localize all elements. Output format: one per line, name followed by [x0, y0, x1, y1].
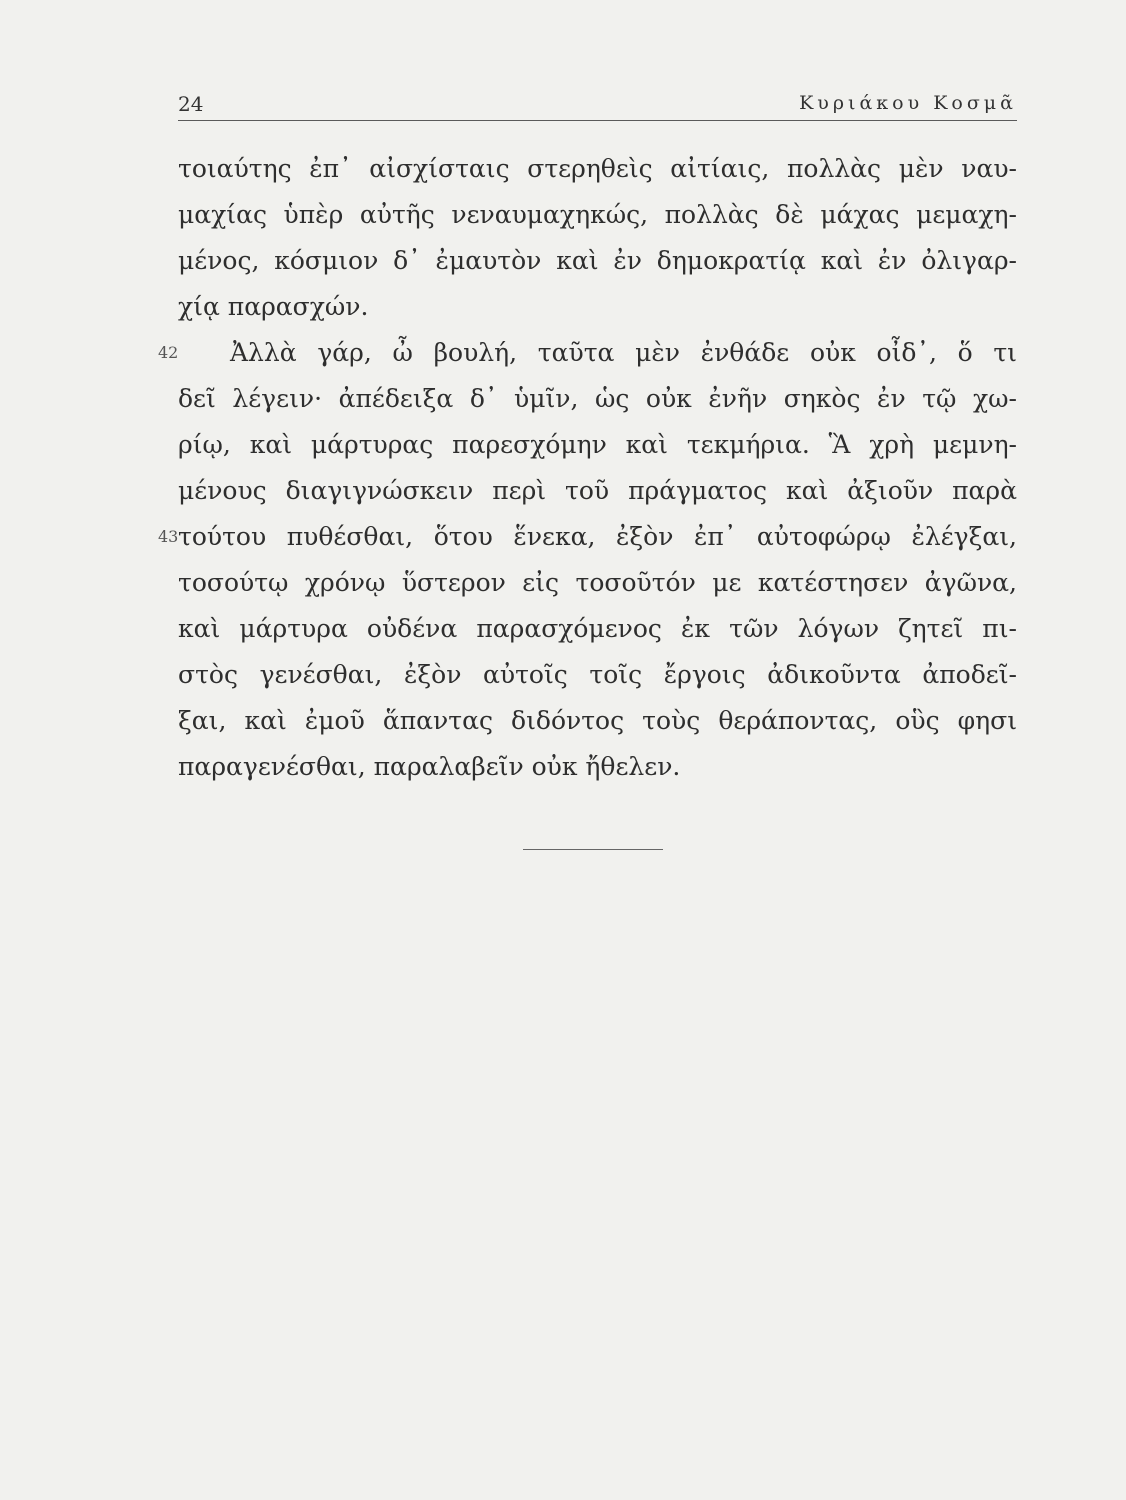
text-line: καὶ μάρτυρα οὐδένα παρασχόμενος ἐκ τῶν λόγων ζητεῖ πι- [178, 614, 1017, 643]
body-text [158, 146, 1017, 790]
text-line: μένους διαγιγνώσκειν περὶ τοῦ πράγματος καὶ ἀξιοῦν παρὰ [178, 476, 1017, 505]
text-line: μένος, κόσμιον δ᾽ ἐμαυτὸν καὶ ἐν δημοκρατίᾳ καὶ ἐν ὀλιγαρ- [178, 246, 1017, 275]
text-line: τοσούτῳ χρόνῳ ὕστερον εἰς τοσοῦτόν με κατέστησεν ἀγῶνα, [178, 568, 1017, 597]
section-number-42: 42 [158, 343, 179, 362]
text-line: δεῖ λέγειν· ἀπέδειξα δ᾽ ὑμῖν, ὡς οὐκ ἐνῆν σηκὸς ἐν τῷ χω- [178, 384, 1017, 413]
text-line: 42 Ἀλλὰ γάρ, ὦ βουλή, ταῦτα μὲν ἐνθάδε οὐκ οἶδ᾽, ὅ τι [178, 330, 1017, 376]
text-line: μαχίας ὑπὲρ αὐτῆς νεναυμαχηκώς, πολλὰς δὲ μάχας μεμαχη- [178, 200, 1017, 229]
text-line: παραγενέσθαι, παραλαβεῖν οὐκ ἤθελεν. [178, 752, 681, 781]
section-end-rule [523, 849, 663, 850]
text-line: στὸς γενέσθαι, ἐξὸν αὐτοῖς τοῖς ἔργοις ἀδικοῦντα ἀποδεῖ- [178, 660, 1017, 689]
page-number: 24 [178, 92, 204, 116]
running-head: Κυριάκου Κοσμᾶ [799, 92, 1017, 114]
section-number-43: 43 [158, 527, 179, 546]
text-line: τοιαύτης ἐπ᾽ αἰσχίσταις στερηθεὶς αἰτίαις, πολλὰς μὲν ναυ- [178, 154, 1017, 183]
text-line: ξαι, καὶ ἐμοῦ ἅπαντας διδόντος τοὺς θεράποντας, οὓς φησι [178, 706, 1017, 735]
text-line: χίᾳ παρασχών. [178, 292, 369, 321]
text-line: ρίῳ, καὶ μάρτυρας παρεσχόμην καὶ τεκμήρια. Ἃ χρὴ μεμνη- [178, 430, 1017, 459]
text-line: 43 τούτου πυθέσθαι, ὅτου ἕνεκα, ἐξὸν ἐπ᾽ αὐτοφώρῳ ἐλέγξαι, [178, 514, 1017, 560]
page-header [178, 84, 1017, 121]
